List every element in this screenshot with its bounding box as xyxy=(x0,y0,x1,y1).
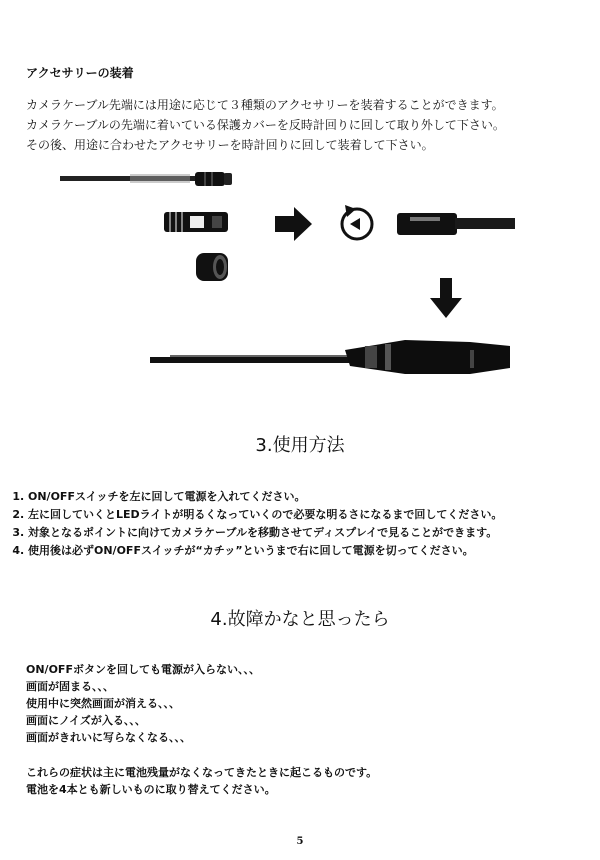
symptom-item: 画面にノイズが入る、、、 xyxy=(26,714,146,727)
troubleshoot-section-title: 4.故障かなと思ったら xyxy=(210,609,390,630)
accessory-illustration xyxy=(0,160,600,390)
symptom-item: 使用中に突然画面が消える、、、 xyxy=(26,697,180,710)
symptom-item: ON/OFFボタンを回しても電源が入らない、、、 xyxy=(26,663,260,676)
camera-cable-end xyxy=(397,213,515,235)
assembled-cable xyxy=(150,340,510,374)
usage-steps xyxy=(10,488,600,560)
usage-step: 3. 対象となるポイントに向けてカメラケーブルを移動させてディスプレイで見ることができます。 xyxy=(28,524,600,542)
accessory-threaded xyxy=(164,212,228,232)
arrow-down-icon xyxy=(430,278,462,318)
accessory-ring xyxy=(196,253,228,281)
usage-step: 2. 左に回していくとLEDライトが明るくなっていくので必要な明るさになるまで回してください。 xyxy=(28,506,600,524)
symptom-item: 画面が固まる、、、 xyxy=(26,680,114,693)
camera-cable-with-cap xyxy=(60,172,232,186)
symptom-list xyxy=(26,661,260,746)
accessory-heading: アクセサリーの装着 xyxy=(26,66,134,80)
accessory-instructions xyxy=(26,95,586,155)
page-number: 5 xyxy=(296,836,304,847)
symptom-item: 画面がきれいに写らなくなる、、、 xyxy=(26,731,191,744)
remedy-line-2: 電池を4本とも新しいものに取り替えてください。 xyxy=(26,783,276,796)
accessory-line-3: その後、用途に合わせたアクセサリーを時計回りに回して装着して下さい。 xyxy=(26,138,434,152)
clockwise-rotate-icon xyxy=(342,205,372,239)
arrow-right-icon xyxy=(275,207,312,241)
accessory-line-1: カメラケーブル先端には用途に応じて３種類のアクセサリーを装着することができます。 xyxy=(26,98,504,112)
remedy-text xyxy=(26,764,377,798)
usage-step: 4. 使用後は必ずON/OFFスイッチが“カチッ”というまで右に回して電源を切ってください。 xyxy=(28,542,600,560)
usage-section-title: 3.使用方法 xyxy=(255,435,345,456)
accessory-line-2: カメラケーブルの先端に着いている保護カバーを反時計回りに回して取り外して下さい。 xyxy=(26,118,505,132)
usage-step: 1. ON/OFFスイッチを左に回して電源を入れてください。 xyxy=(28,488,600,506)
remedy-line-1: これらの症状は主に電池残量がなくなってきたときに起こるものです。 xyxy=(26,766,378,779)
